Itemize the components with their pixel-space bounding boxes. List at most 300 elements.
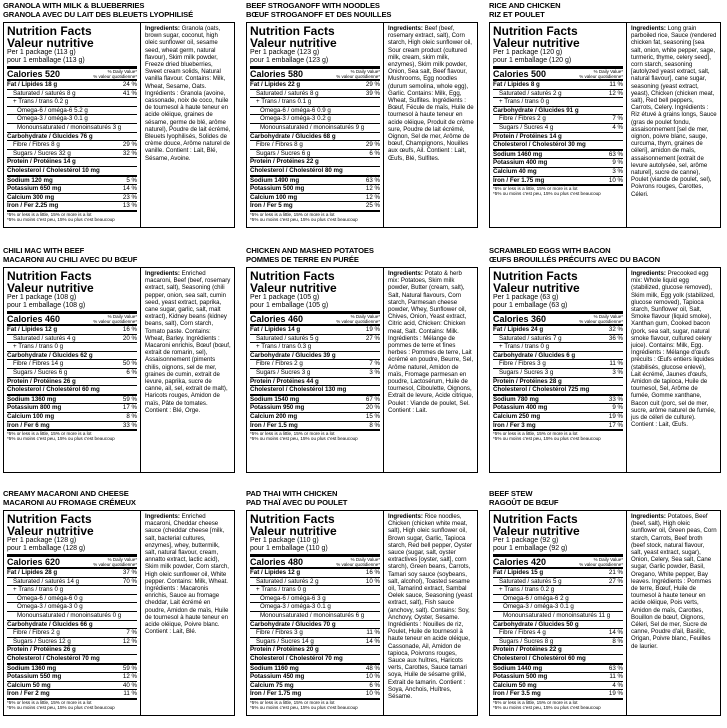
- daily-value-percent: 12 %: [365, 193, 380, 201]
- ingredients-text: Ingredients: Potato & herb mix: Potatoes, Skim milk powder, Butter (cream, salt), Salt, Natural flavours, Corn starch, Parmesan cheese powder, Whey, Sunflower oil, Chives, Onion, Yeast extract, Citric acid, Chicken: Chicken meat, Salt. Contains: Milk. Ingrédients : Mélange de pommes de terre et fines herbes : Pommes de terre, Lait écrémé en poudre, Beurre, Sel, Arôme naturel, Amidon de maïs, Fromage parmesan en poudre, Lactosérum, Huile de tournesol, Ciboulette, Oignons, Extrait de levure, Acide citrique, Poulet : Viande de poulet, Sel. Contient : Lait.: [388, 270, 474, 414]
- daily-value-percent: 29 %: [365, 141, 380, 149]
- ingredients-text: Ingredients: Beef (beef, rosemary extract, salt), Corn starch, High oleic sunflower oil, Sour cream product (cultured milk, cream, skim milk, enzymes), Skim milk powder, Onion, Sea salt, Beef flavour, Mushrooms, Egg noodles (durum semolina, whole egg), Garlic. Contains: Milk, Egg, Wheat, Sulfites. Ingrédients : Bœuf, Fécule de maïs, Huile de tournesol à haute teneur en acide oléique, Produit de crème sure, Poudre de lait écrémé, Oignon, Sel de mer, Arôme de bœuf, Champignons, Nouilles aux œufs, Ail. Contient : Lait, Œufs, Blé, Sulfites.: [388, 25, 474, 162]
- nutrient-label: Fat / Lipides 12 g: [7, 326, 58, 333]
- daily-value-header: % Daily Value* % valeur quotidienne*: [579, 69, 623, 79]
- daily-value-percent: 11 %: [366, 629, 380, 637]
- nutrient-label: Cholesterol / Cholestérol 70 mg: [250, 654, 343, 662]
- nutrient-label: Fibre / Fibres 3 g: [256, 629, 303, 637]
- nutrient-label: Protein / Protéines 22 g: [250, 158, 319, 166]
- nutrient-row: [7, 621, 137, 630]
- daily-value-percent: 9 %: [612, 404, 623, 412]
- nutrient-label: Carbohydrate / Glucides 68 g: [250, 132, 336, 140]
- nutrient-label: Sugars / Sucres 3 g: [499, 368, 554, 376]
- nutrient-rows: [7, 326, 137, 431]
- daily-value-percent: 10 %: [365, 690, 380, 698]
- product-panel-2: [246, 2, 478, 240]
- nutrient-label: Calcium 300 mg: [7, 193, 55, 201]
- daily-value-percent: 63 %: [365, 176, 380, 184]
- daily-value-percent: 8 %: [369, 421, 380, 429]
- nutrient-label: Saturated / saturés 4 g: [13, 334, 76, 342]
- daily-value-percent: 16 %: [122, 326, 137, 333]
- nutrient-label: Omega-6 / oméga-6 2 g: [503, 594, 569, 602]
- nutrient-row: [493, 690, 623, 700]
- daily-value-percent: 24 %: [122, 81, 137, 88]
- ingredients-text: Ingredients: Enriched macaroni, Cheddar cheese sauce (cheddar cheese [milk, salt, bacterial cultures, enzymes], whey, buttermilk, salt, natural flavour, cream, annatto extract, lactic acid), Skim milk powder, Corn starch, High oleic sunflower oil, White pepper. Contains: Milk, Wheat. Ingrédients : Macaronis enrichis, Sauce au fromage cheddar, Lait écrémé en poudre, Amidon de maïs, Huile de tournesol à haute teneur en acide oléique, Poivre blanc. Contient : Lait, Blé.: [145, 513, 229, 636]
- footnote: *5% or less is a little, 15% or more is a lot *5% ou moins c'est peu, 15% ou plus c'est beaucoup: [7, 699, 115, 711]
- daily-value-percent: 36 %: [608, 334, 623, 342]
- nutrient-row: [250, 386, 380, 396]
- nutrient-label: + Trans / trans 0 g: [13, 586, 64, 594]
- nutrition-facts-table: [247, 23, 384, 227]
- nutrient-label: Iron / Fer 5 mg: [250, 202, 293, 210]
- daily-value-percent: 63 %: [608, 664, 623, 672]
- daily-value-percent: 10 %: [365, 673, 380, 681]
- serving-size: Per 1 package (128 g) pour 1 emballage (128 g): [7, 537, 137, 557]
- nutrition-facts-heading: Nutrition Facts: [7, 24, 92, 38]
- daily-value-percent: 32 %: [608, 326, 623, 333]
- calories-row: Calories 500 % Daily Value* % valeur quotidienne*: [493, 69, 623, 79]
- nutrient-row: [493, 107, 623, 116]
- nutrient-label: Fat / Lipides 12 g: [250, 569, 301, 576]
- daily-value-percent: 14 %: [365, 637, 380, 645]
- nutrition-facts-heading-fr: Valeur nutritive: [250, 524, 337, 538]
- daily-value-percent: 33 %: [608, 395, 623, 403]
- daily-value-header: % Daily Value* % valeur quotidienne*: [579, 314, 623, 324]
- nutrient-label: Fibre / Fibres 3 g: [499, 360, 546, 368]
- daily-value-percent: 48 %: [365, 664, 380, 672]
- daily-value-percent: 25 %: [365, 202, 380, 210]
- nutrient-label: Monounsaturated / monoinsaturés 0 g: [17, 611, 122, 619]
- nutrient-row: [7, 369, 137, 378]
- nutrient-label: Protein / Protéines 14 g: [7, 158, 76, 166]
- daily-value-percent: 20 %: [365, 404, 380, 412]
- daily-value-percent: 13 %: [122, 202, 137, 210]
- product-title-fr: BŒUF STROGANOFF ET DES NOUILLES: [246, 9, 392, 19]
- product-panel-5: [246, 247, 478, 485]
- calories-row: Calories 580 % Daily Value* % valeur quotidienne*: [250, 69, 380, 79]
- nutrient-label: Sugars / Sucres 6 g: [256, 149, 311, 157]
- nutrient-label: Potassium 950 mg: [250, 404, 305, 412]
- nutrition-label: [3, 267, 235, 473]
- daily-value-percent: 19 %: [365, 326, 380, 333]
- nutrient-label: Iron / Fer 2 mg: [7, 690, 50, 698]
- daily-value-percent: 11 %: [609, 360, 623, 368]
- nutrient-label: Iron / Fer 2.25 mg: [7, 202, 59, 210]
- nutrient-row: [250, 629, 380, 638]
- nutrition-facts-heading-fr: Valeur nutritive: [250, 36, 337, 50]
- nutrient-label: Sodium 1540 mg: [250, 395, 300, 403]
- product-title-fr: PAD THAÏ AVEC DU POULET: [246, 497, 348, 507]
- nutrient-row: [7, 595, 137, 604]
- nutrition-facts-heading-fr: Valeur nutritive: [7, 524, 94, 538]
- nutrient-label: Fibre / Fibres 8 g: [256, 141, 303, 149]
- daily-value-percent: 7 %: [126, 629, 137, 637]
- daily-value-percent: 12 %: [608, 89, 623, 97]
- nutrient-label: Saturated / saturés 2 g: [256, 577, 319, 585]
- nutrient-row: [493, 673, 623, 682]
- daily-value-percent: 3 %: [612, 167, 623, 175]
- nutrient-label: Saturated / saturés 8 g: [13, 89, 76, 97]
- nutrient-row: [493, 638, 623, 647]
- serving-size: Per 1 package (110 g) pour 1 emballage (110 g): [250, 537, 380, 557]
- nutrient-row: [250, 682, 380, 691]
- nutrient-label: Sugars / Sucres 6 g: [13, 368, 68, 376]
- product-title-en: RICE AND CHICKEN: [489, 2, 561, 10]
- nutrient-row: [493, 177, 623, 187]
- nutrient-row: [250, 603, 380, 612]
- nutrient-row: [250, 107, 380, 116]
- nutrient-row: [250, 595, 380, 604]
- nutrition-label: [3, 22, 235, 228]
- nutrient-row: [493, 603, 623, 612]
- nutrient-row: [493, 646, 623, 655]
- daily-value-percent: 29 %: [122, 141, 137, 149]
- nutrient-label: Fat / Lipides 28 g: [7, 569, 58, 576]
- nutrient-row: [250, 378, 380, 387]
- nutrient-label: Carbohydrate / Glucides 6 g: [493, 351, 576, 359]
- nutrient-label: Fat / Lipides 22 g: [250, 81, 301, 88]
- ingredients-text: Ingredients: Long grain parboiled rice, Sauce (rendered chicken fat, seasoning [sea salt, onion, white pepper, sage, turmeric, thyme, celery seed], corn starch, seasoning [autolyzed yeast extract, salt, natural flavour], cane sugar, seasoning (yeast extract, yeast), Chicken (chicken meat, salt), Red bell peppers, Carrots, Celery. Ingrédients : Riz étuvé à grains longs, Sauce (gras de poulet fondu, assaisonnement [sel de mer, oignon, poivre blanc, sauge, curcuma, thym, graines de céleri], amidon de maïs, assaisonnement [extrait de levure autolysée, sel, arôme naturel], sucre de canne), Poulet (viande de poulet, sel), Poivrons rouges, Carottes, Céleri.: [631, 25, 717, 198]
- daily-value-percent: 39 %: [365, 89, 380, 97]
- nutrient-row: [493, 124, 623, 133]
- nutrient-row: [7, 422, 137, 432]
- nutrient-label: Saturated / saturés 8 g: [256, 89, 319, 97]
- nutrient-row: [250, 177, 380, 186]
- product-title-en: SCRAMBLED EGGS WITH BACON: [489, 247, 611, 255]
- nutrient-label: Sodium 1360 mg: [7, 664, 57, 672]
- product-panel-7: [3, 490, 235, 728]
- footnote: *5% or less is a little, 15% or more is a lot *5% ou moins c'est peu, 15% ou plus c'est beaucoup: [250, 431, 358, 442]
- nutrition-facts-heading: Nutrition Facts: [7, 269, 92, 283]
- nutrient-row: [7, 107, 137, 116]
- nutrient-row: [493, 422, 623, 432]
- nutrition-facts-heading-fr: Valeur nutritive: [493, 281, 580, 295]
- nutrient-label: Carbohydrate / Glucides 62 g: [7, 351, 93, 359]
- nutrient-row: [7, 90, 137, 99]
- nutrient-row: [493, 612, 623, 621]
- daily-value-percent: 10 %: [365, 577, 380, 585]
- footnote: *5% or less is a little, 15% or more is a lot *5% ou moins c'est peu, 15% ou plus c'est beaucoup: [250, 211, 358, 223]
- daily-value-percent: 6 %: [369, 149, 380, 157]
- nutrient-label: Iron / Fer 3 mg: [493, 421, 536, 429]
- nutrient-row: [250, 326, 380, 335]
- nutrient-row: [250, 150, 380, 159]
- nutrient-row: [250, 612, 380, 621]
- daily-value-percent: 8 %: [126, 412, 137, 420]
- nutrient-label: Sugars / Sucres 4 g: [499, 123, 554, 131]
- nutrient-label: Cholesterol / Cholestérol 30 mg: [493, 141, 586, 149]
- product-panel-3: [489, 2, 721, 240]
- nutrient-row: [250, 352, 380, 361]
- daily-value-percent: 3 %: [369, 368, 380, 376]
- footnote: *5% or less is a little, 15% or more is a lot *5% ou moins c'est peu, 15% ou plus c'est beaucoup: [493, 186, 601, 197]
- nutrient-row: [7, 673, 137, 682]
- daily-value-percent: 11 %: [123, 690, 137, 698]
- daily-value-percent: 19 %: [608, 412, 623, 420]
- nutrient-row: [250, 404, 380, 413]
- calories-row: Calories 480 % Daily Value* % valeur quotidienne*: [250, 557, 380, 567]
- nutrient-label: Fat / Lipides 18 g: [7, 81, 58, 88]
- daily-value-percent: 37 %: [122, 569, 137, 576]
- nutrition-facts-heading: Nutrition Facts: [493, 512, 578, 526]
- nutrient-label: Potassium 550 mg: [7, 673, 62, 681]
- nutrient-row: [7, 167, 137, 177]
- daily-value-percent: 41 %: [122, 89, 137, 97]
- nutrient-row: [493, 655, 623, 665]
- nutrition-facts-heading: Nutrition Facts: [250, 24, 335, 38]
- daily-value-percent: 14 %: [608, 629, 623, 637]
- product-panel-9: [489, 490, 721, 728]
- nutrient-label: Sodium 780 mg: [493, 395, 539, 403]
- product-title-fr: GRANOLA AVEC DU LAIT DES BLEUETS LYOPHILISÉ: [3, 9, 194, 19]
- nutrient-label: Omega-6 / oméga-6 0.9 g: [260, 106, 331, 114]
- nutrition-facts-table: [4, 511, 141, 715]
- nutrient-row: [7, 335, 137, 344]
- nutrient-label: Carbohydrate / Glucides 76 g: [7, 132, 93, 140]
- nutrient-row: [7, 343, 137, 352]
- nutrient-row: [250, 167, 380, 177]
- nutrient-row: [493, 360, 623, 369]
- daily-value-percent: 14 %: [122, 185, 137, 193]
- nutrient-label: Sodium 1160 mg: [250, 664, 299, 672]
- nutrient-row: [250, 369, 380, 378]
- daily-value-percent: 19 %: [608, 690, 623, 698]
- nutrient-label: Cholesterol / Cholestérol 60 mg: [493, 654, 586, 662]
- nutrition-label: [246, 510, 478, 716]
- nutrient-label: Cholesterol / Cholestérol 60 mg: [7, 386, 100, 394]
- nutrient-rows: [493, 81, 623, 186]
- nutrient-label: Cholesterol / Cholestérol 130 mg: [250, 386, 347, 394]
- nutrition-facts-heading: Nutrition Facts: [250, 269, 335, 283]
- nutrient-label: Potassium 800 mg: [7, 404, 62, 412]
- daily-value-percent: 67 %: [365, 395, 380, 403]
- nutrition-label: [3, 510, 235, 716]
- daily-value-percent: 3 %: [612, 368, 623, 376]
- nutrient-row: [250, 578, 380, 587]
- nutrient-label: Calcium 50 mg: [7, 681, 51, 689]
- nutrient-row: [250, 665, 380, 674]
- nutrient-row: [7, 124, 137, 133]
- daily-value-percent: 20 %: [122, 334, 137, 342]
- nutrient-label: Saturated / saturés 5 g: [256, 334, 319, 342]
- nutrition-facts-table: [490, 23, 627, 227]
- nutrient-label: Sodium 1460 mg: [493, 150, 543, 158]
- nutrient-row: [7, 133, 137, 142]
- nutrition-facts-heading-fr: Valeur nutritive: [493, 524, 580, 538]
- nutrient-row: [7, 378, 137, 387]
- nutrition-label: [489, 510, 721, 716]
- nutrient-row: [493, 413, 623, 422]
- daily-value-percent: 70 %: [122, 577, 137, 585]
- product-title-fr: POMMES DE TERRE EN PURÉE: [246, 254, 359, 264]
- daily-value-percent: 9 %: [612, 159, 623, 167]
- daily-value-header: % Daily Value* % valeur quotidienne*: [93, 69, 137, 79]
- nutrient-row: [7, 396, 137, 405]
- daily-value-percent: 7 %: [369, 360, 380, 368]
- nutrient-label: Iron / Fer 3.5 mg: [493, 690, 541, 698]
- daily-value-percent: 21 %: [608, 569, 623, 576]
- nutrition-facts-heading-fr: Valeur nutritive: [7, 281, 94, 295]
- nutrient-row: [493, 352, 623, 361]
- nutrient-label: Protein / Protéines 28 g: [493, 377, 562, 385]
- nutrient-row: [7, 638, 137, 647]
- nutrient-row: [7, 177, 137, 186]
- nutrient-label: Carbohydrate / Glucides 39 g: [250, 351, 336, 359]
- nutrient-row: [493, 396, 623, 405]
- ingredients-text: Ingredients: Enriched macaroni, Beef (beef, rosemary extract, salt), Seasoning (chili pepper, onion, sea salt, cumin seed, yeast extract, paprika, cane sugar, garlic, salt, malt extract), Kidney beans (kidney beans, salt), Corn starch, Tomato paste. Contains: Wheat, Barley. Ingrédients : Macaroni enrichis, Bœuf (bœuf, extrait de romarin, sel), Assaisonnement (piments chilis, oignons, sel de mer, graines de cumin, extrait de levure, paprika, sucre de canne, ail, sel, extrait de malt), Haricots rouges, Amidon de maïs, Pâte de tomates. Contient : Blé, Orge.: [145, 270, 231, 414]
- nutrient-row: [493, 629, 623, 638]
- daily-value-percent: 7 %: [612, 115, 623, 123]
- nutrient-label: Protein / Protéines 22 g: [493, 646, 562, 654]
- nutrient-row: [493, 151, 623, 160]
- nutrient-row: [7, 360, 137, 369]
- serving-size: Per 1 package (108 g) pour 1 emballage (108 g): [7, 294, 137, 314]
- product-title-en: CHILI MAC WITH BEEF: [3, 247, 85, 255]
- nutrient-row: [250, 335, 380, 344]
- product-panel-8: [246, 490, 478, 728]
- nutrient-label: Sugars / Sucres 32 g: [13, 149, 71, 157]
- nutrient-label: Calcium 100 mg: [7, 412, 55, 420]
- nutrient-label: Cholesterol / Cholestérol 10 mg: [7, 166, 100, 174]
- nutrient-label: Sugars / Sucres 3 g: [256, 368, 311, 376]
- nutrient-row: [493, 404, 623, 413]
- nutrient-label: Sodium 120 mg: [7, 176, 53, 184]
- nutrient-row: [493, 133, 623, 142]
- product-title-en: GRANOLA WITH MILK & BLUEBERRIES: [3, 2, 145, 10]
- product-panel-4: [3, 247, 235, 485]
- daily-value-percent: 6 %: [126, 368, 137, 376]
- nutrient-row: [7, 413, 137, 422]
- daily-value-percent: 17 %: [122, 404, 137, 412]
- daily-value-percent: 59 %: [122, 395, 137, 403]
- nutrient-row: [493, 141, 623, 151]
- nutrient-label: Saturated / saturés 2 g: [499, 89, 562, 97]
- nutrient-label: Sodium 1490 mg: [250, 176, 300, 184]
- nutrient-row: [250, 81, 380, 90]
- nutrient-label: Sodium 1360 mg: [7, 395, 57, 403]
- daily-value-percent: 40 %: [122, 681, 137, 689]
- nutrient-row: [7, 629, 137, 638]
- nutrient-label: Omega-6 / oméga-6 3 g: [260, 594, 326, 602]
- serving-size: Per 1 package (120 g) pour 1 emballage (120 g): [493, 49, 623, 69]
- nutrition-facts-heading: Nutrition Facts: [493, 269, 578, 283]
- product-title-fr: MACARONI AU FROMAGE CRÉMEUX: [3, 497, 136, 507]
- nutrition-facts-heading-fr: Valeur nutritive: [493, 36, 580, 50]
- nutrition-facts-heading: Nutrition Facts: [7, 512, 92, 526]
- nutrition-facts-table: [490, 268, 627, 472]
- nutrient-row: [250, 638, 380, 647]
- daily-value-header: % Daily Value* % valeur quotidienne*: [93, 314, 137, 324]
- nutrient-row: [7, 202, 137, 212]
- nutrient-row: [250, 185, 380, 194]
- nutrient-row: [250, 90, 380, 99]
- nutrient-rows: [493, 569, 623, 700]
- nutrient-label: Protein / Protéines 14 g: [493, 132, 562, 140]
- product-title-fr: RAGOÛT DE BŒUF: [489, 497, 559, 507]
- nutrient-label: Protein / Protéines 26 g: [7, 646, 76, 654]
- nutrient-row: [250, 655, 380, 665]
- daily-value-header: % Daily Value* % valeur quotidienne*: [336, 69, 380, 79]
- nutrient-label: Calcium 75 mg: [250, 681, 294, 689]
- product-title-en: BEEF STROGANOFF WITH NOODLES: [246, 2, 380, 10]
- nutrient-label: Omega-3 / oméga-3 0.1 g: [503, 603, 574, 611]
- daily-value-percent: 8 %: [612, 637, 623, 645]
- nutrient-label: Protein / Protéines 20 g: [250, 646, 319, 654]
- nutrition-facts-table: [490, 511, 627, 715]
- nutrient-row: [493, 586, 623, 595]
- nutrient-label: Carbohydrate / Glucides 50 g: [493, 620, 579, 628]
- nutrient-label: Saturated / saturés 7 g: [499, 334, 562, 342]
- nutrient-label: Saturated / saturés 14 g: [13, 577, 80, 585]
- nutrient-row: [7, 569, 137, 578]
- nutrient-label: Iron / Fer 1.75 mg: [250, 690, 302, 698]
- nutrient-label: Potassium 400 mg: [493, 404, 548, 412]
- nutrient-label: Protein / Protéines 26 g: [7, 377, 76, 385]
- nutrient-row: [7, 185, 137, 194]
- nutrient-row: [7, 586, 137, 595]
- nutrition-facts-heading: Nutrition Facts: [493, 24, 578, 38]
- nutrient-label: + Trans / trans 0.2 g: [13, 98, 69, 106]
- ingredients-text: Ingredients: Rice noodles, Chicken (chicken white meat, salt), High oleic sunflower oil, Brown sugar, Garlic, Tapioca starch, Red bell pepper, Oyster sauce (sugar, salt, oyster extractives [oyster, salt], corn starch), Green beans, Carrots, Tamari soy sauce (soybeans, salt, alcohol), Toasted sesame oil, Tamarind extract, Sambal Oelek sauce, Seasoning (yeast extract, salt), Fish sauce (anchovy, salt). Contains: Soy, Anchovy, Oyster, Sesame. Ingrédients : Nouilles de riz, Poulet, Huile de tournesol à haute teneur en acide oléique, Cassonade, Ail, Amidon de tapioca, Poivrons rouges, Sauce aux huîtres, Haricots verts, Carottes, Sauce tamari soya, Huile de sésame grillé, Extrait de tamarin. Contient : Soya, Anchois, Huîtres, Sésame.: [388, 513, 473, 701]
- nutrient-row: [7, 386, 137, 396]
- nutrient-label: Fibre / Fibres 2 g: [13, 629, 60, 637]
- nutrient-row: [493, 682, 623, 691]
- daily-value-percent: 23 %: [122, 193, 137, 201]
- nutrient-label: Carbohydrate / Glucides 66 g: [7, 620, 93, 628]
- nutrient-row: [493, 115, 623, 124]
- product-title-fr: MACARONI AU CHILI AVEC DU BŒUF: [3, 254, 138, 264]
- nutrient-label: Monounsaturated / monoinsaturés 6 g: [260, 611, 365, 619]
- nutrient-label: Calcium 200 mg: [250, 412, 298, 420]
- nutrient-label: Cholesterol / Cholestérol 725 mg: [493, 386, 590, 394]
- daily-value-percent: 59 %: [122, 664, 137, 672]
- nutrient-row: [7, 81, 137, 90]
- nutrient-row: [7, 115, 137, 124]
- nutrient-rows: [493, 326, 623, 431]
- ingredients-text: Ingredients: Granola (oats, brown sugar, coconut, high oleic sunflower oil, sesame seed, wheat germ, natural flavour), Skim milk powder, Freeze dried blueberries, Sweet cream solids, Natural vanilla flavour. Contains: Milk, Wheat, Sesame, Oats. Ingrédients : Granola (avoine, cassonade, noix de coco, huile de tournesol à haute teneur en acide oléique, graines de sésame, germe de blé, arôme naturel), Poudre de lait écrémé, Bleuets lyophilisés, Solides de crème douce, Arôme naturel de vanille. Contient : Lait, Blé, Sésame, Avoine.: [145, 25, 231, 162]
- nutrient-row: [493, 595, 623, 604]
- product-panel-6: [489, 247, 721, 485]
- nutrient-row: [250, 646, 380, 655]
- nutrient-label: Potassium 500 mg: [250, 185, 305, 193]
- nutrient-row: [250, 124, 380, 133]
- nutrient-row: [493, 621, 623, 630]
- nutrient-rows: [7, 569, 137, 700]
- nutrition-facts-heading-fr: Valeur nutritive: [250, 281, 337, 295]
- daily-value-percent: 27 %: [365, 334, 380, 342]
- nutrient-row: [250, 98, 380, 107]
- daily-value-percent: 12 %: [122, 673, 137, 681]
- nutrient-label: Omega-3 / oméga-3 0 g: [17, 603, 83, 611]
- nutrition-facts-table: [4, 23, 141, 227]
- serving-size: Per 1 package (123 g) pour 1 emballage (123 g): [250, 49, 380, 69]
- serving-size: Per 1 package (63 g) pour 1 emballage (63 g): [493, 294, 623, 314]
- nutrient-row: [250, 194, 380, 203]
- nutrient-row: [7, 150, 137, 159]
- daily-value-percent: 32 %: [122, 149, 137, 157]
- nutrient-label: Omega-3 / oméga-3 0.1 g: [17, 115, 88, 123]
- nutrient-label: Sugars / Sucres 14 g: [256, 637, 314, 645]
- calories-row: Calories 620 % Daily Value* % valeur quotidienne*: [7, 557, 137, 567]
- nutrient-row: [250, 133, 380, 142]
- nutrient-rows: [250, 569, 380, 700]
- nutrient-label: Potassium 450 mg: [250, 673, 305, 681]
- nutrient-row: [493, 168, 623, 177]
- nutrient-row: [493, 386, 623, 396]
- product-title-en: BEEF STEW: [489, 490, 533, 498]
- nutrient-label: Fibre / Fibres 2 g: [256, 360, 303, 368]
- nutrient-row: [250, 569, 380, 578]
